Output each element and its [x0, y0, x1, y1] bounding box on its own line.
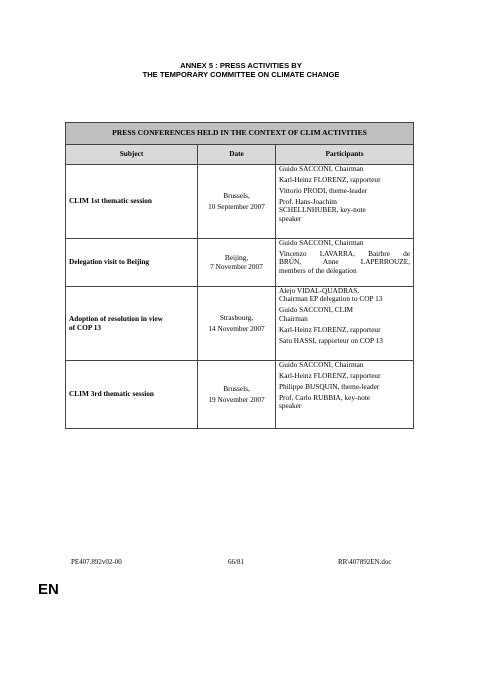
participant: Prof. Carlo RUBBIA, key-note	[279, 392, 370, 402]
subject-line: Adoption of resolution in view	[69, 314, 163, 324]
row-participants	[276, 287, 414, 361]
row-subject: CLIM 1st thematic session	[66, 165, 198, 239]
document-filename: RR\407892EN.doc	[338, 558, 392, 566]
participant: Philippe BUSQUIN, theme-leader	[279, 381, 380, 391]
participant: SCHELLNHUBER, key-note	[279, 205, 366, 215]
row-date	[198, 165, 276, 239]
participant: Karl-Heinz FLORENZ, rapporteur	[279, 174, 381, 184]
participant: Karl-Heinz FLORENZ, rapporteur	[279, 324, 381, 334]
date-place: Brussels,	[223, 190, 250, 200]
date-day: 7 November 2007	[210, 261, 263, 271]
press-conferences-table	[65, 122, 414, 429]
participant: Chairman EP delegation to COP 13	[279, 294, 383, 304]
row-participants	[276, 361, 414, 429]
row-subject: Delegation visit to Beijing	[66, 239, 198, 287]
document-reference: PE407.892v02-00	[71, 558, 122, 566]
column-header-date: Date	[198, 145, 276, 165]
date-place: Strasbourg,	[219, 312, 254, 322]
participant: members of the delegation	[279, 265, 357, 275]
date-day: 10 September 2007	[208, 201, 265, 211]
participant: Vincenzo LAVARRA, Bairbre de	[279, 248, 411, 258]
annex-title: ANNEX 5 : PRESS ACTIVITIES BY	[180, 61, 302, 70]
row-subject	[66, 287, 198, 361]
row-subject: CLIM 3rd thematic session	[66, 361, 198, 429]
subject-line: of COP 13	[69, 322, 102, 332]
participant: Karl-Heinz FLORENZ, rapporteur	[279, 370, 381, 380]
participant: BRÚN, Anne LAPERROUZE,	[279, 257, 411, 267]
participant: Guido SACCONI, Chairman	[279, 360, 364, 369]
participant: Chairman	[279, 313, 308, 323]
participant: Guido SACCONI, CLIM	[279, 305, 353, 315]
date-place: Brussels,	[223, 383, 250, 393]
row-date	[198, 361, 276, 429]
column-header-subject: Subject	[66, 145, 198, 165]
row-date	[198, 239, 276, 287]
participant: Vittorio PRODI, theme-leader	[279, 185, 368, 195]
participant: speaker	[279, 401, 302, 411]
participant: Alejo VIDAL-QUADRAS,	[279, 286, 360, 295]
table-title: PRESS CONFERENCES HELD IN THE CONTEXT OF CLIM ACTIVITIES	[66, 123, 414, 145]
row-participants	[276, 239, 414, 287]
language-code: EN	[38, 581, 59, 598]
participant: Prof. Hans-Joachim	[279, 196, 337, 206]
annex-subtitle: THE TEMPORARY COMMITTEE ON CLIMATE CHANGE	[142, 70, 340, 79]
row-date	[198, 287, 276, 361]
date-place: Beijing,	[224, 253, 249, 263]
date-day: 14 November 2007	[208, 323, 265, 333]
participant: Guido SACCONI, Chairman	[279, 238, 364, 247]
page-number: 66/81	[228, 558, 244, 566]
date-day: 19 November 2007	[208, 394, 265, 404]
participant: Guido SACCONI, Chairman	[279, 164, 364, 173]
table-row	[66, 287, 414, 361]
column-header-participants: Participants	[276, 145, 414, 165]
table-row	[66, 165, 414, 239]
row-participants	[276, 165, 414, 239]
participant: speaker	[279, 213, 302, 223]
participant: Satu HASSI, rapporteur on COP 13	[279, 335, 383, 345]
table-row	[66, 239, 414, 287]
table-row	[66, 361, 414, 429]
